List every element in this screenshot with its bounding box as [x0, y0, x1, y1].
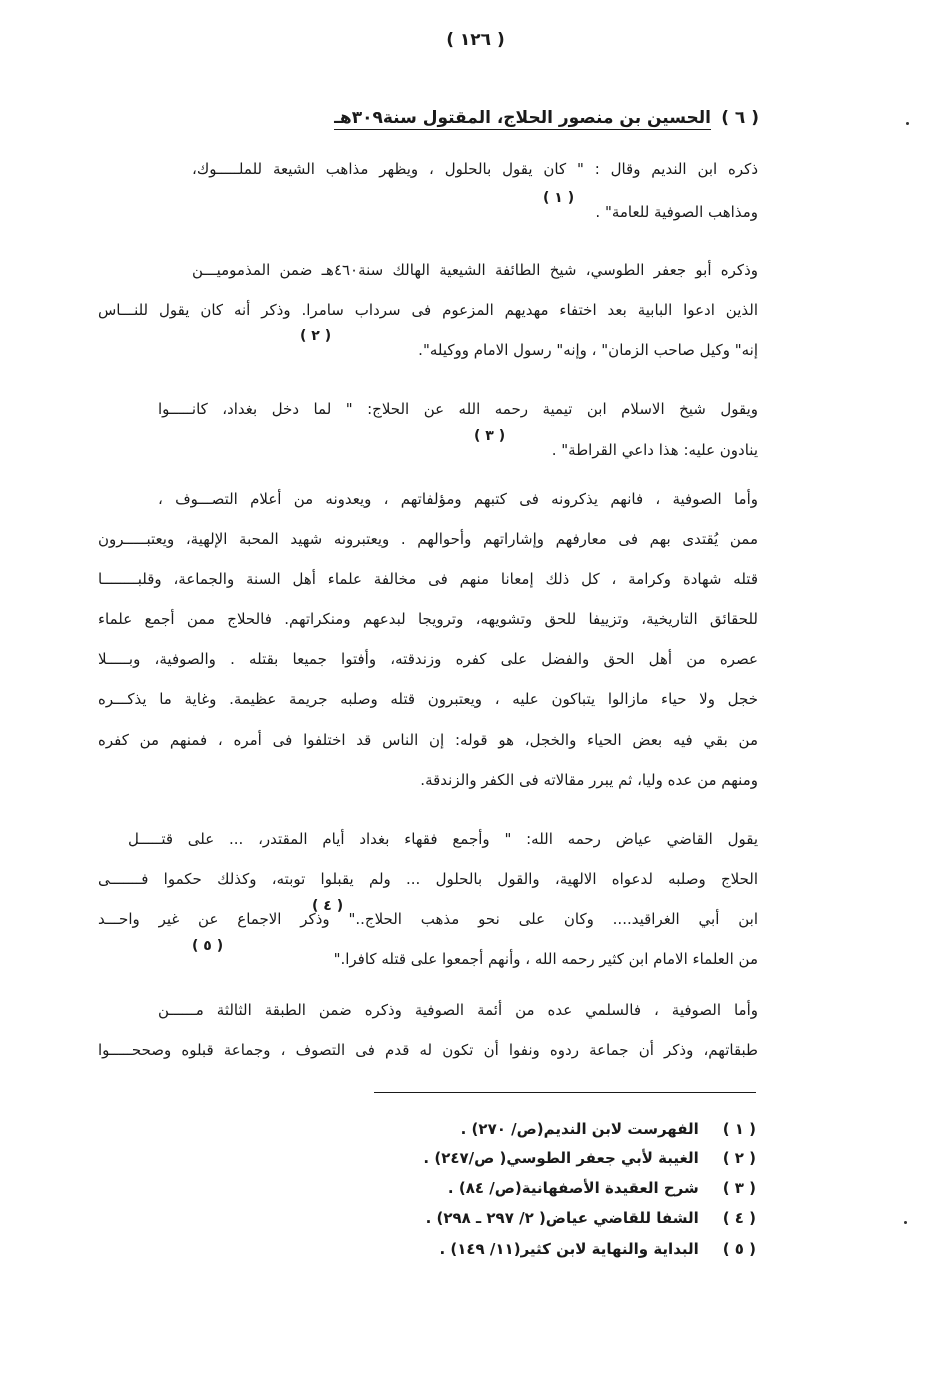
scan-speck	[906, 122, 909, 125]
paragraph-line: ينادون عليه: هذا داعي القراطة" .	[551, 441, 758, 459]
footnote	[376, 1120, 756, 1138]
paragraph-line: ويقول شيخ الاسلام ابن تيمية رحمه الله عن الحلاج: " لما دخل بغداد، كانـــــوا	[158, 400, 758, 418]
footnote-text: الفهرست لابن النديم(ص/ ٢٧٠) .	[460, 1120, 699, 1138]
paragraph-line: وأما الصوفية ، فانهم يذكرونه فى كتبهم ومؤلفاتهم ، ويعدونه من أعلام التصـــوف ،	[158, 490, 758, 508]
footnote	[376, 1149, 756, 1167]
paragraph-line: عصره من أهل الحق والفضل على كفره وزندقته، وأفتوا جميعا بقتله . والصوفية، وبـــــلا	[98, 650, 758, 668]
paragraph-line: ابن أبي الغراقيد.... وكان على نحو مذهب الحلاج.." وذكر الاجماع عن غير واحـــد	[98, 910, 758, 928]
footnote-separator	[374, 1092, 756, 1093]
paragraph-line: ومنهم من عده وليا، ثم يبرر مقالاته فى الكفر والزندقة.	[420, 771, 758, 789]
footnote-text: البداية والنهاية لابن كثير(١١/ ١٤٩) .	[439, 1240, 699, 1258]
page-number: ( ١٢٦ )	[446, 30, 505, 50]
footnote	[376, 1240, 756, 1258]
paragraph-line: قتله شهادة وكرامة ، كل ذلك إمعانا منهم فى مخالفة علماء أهل السنة والجماعة، وقلبــــــــا	[98, 570, 758, 588]
footnote-ref: ( ٥ )	[192, 938, 224, 954]
footnote-ref: ( ١ )	[543, 190, 575, 206]
entry-heading-text: الحسين بن منصور الحلاج، المقتول سنة٣٠٩هـ	[334, 108, 711, 128]
footnote-number: ( ١ )	[722, 1120, 756, 1138]
paragraph-line: ومذاهب الصوفية للعامة" .	[595, 203, 758, 221]
footnote-number: ( ٤ )	[722, 1209, 756, 1227]
entry-number: ( ٦ )	[721, 108, 759, 128]
paragraph-line: ذكره ابن النديم وقال : " كان يقول بالحلول ، ويظهر مذاهب الشيعة للملـــــوك،	[192, 160, 758, 178]
paragraph-line: يقول القاضي عياض رحمه الله: " وأجمع فقهاء بغداد أيام المقتدر، ... على قتـــــل	[128, 830, 758, 848]
footnote-text: الغيبة لأبي جعفر الطوسي( ص/٢٤٧) .	[423, 1149, 699, 1167]
paragraph-line: إنه" وكيل صاحب الزمان" ، وإنه" رسول الامام ووكيله".	[418, 341, 758, 359]
paragraph-line: وذكره أبو جعفر الطوسي، شيخ الطائفة الشيعية الهالك سنة٤٦٠هـ ضمن المذموميـــن	[192, 261, 758, 279]
paragraph-line: من العلماء الامام ابن كثير رحمه الله ، وأنهم أجمعوا على قتله كافرا."	[333, 950, 758, 968]
footnote-number: ( ٢ )	[722, 1149, 756, 1167]
footnote-ref: ( ٢ )	[300, 328, 332, 344]
footnote-ref: ( ٤ )	[312, 898, 344, 914]
footnote	[376, 1209, 756, 1227]
entry-heading	[291, 108, 711, 128]
footnote-ref: ( ٣ )	[474, 428, 506, 444]
scan-speck	[904, 1221, 907, 1224]
footnote-text: شرح العقيدة الأصفهانية(ص/ ٨٤) .	[447, 1179, 699, 1197]
footnote-number: ( ٥ )	[722, 1240, 756, 1258]
paragraph-line: وأما الصوفية ، فالسلمي عده من أئمة الصوفية وذكره ضمن الطبقة الثالثة مــــــن	[158, 1001, 758, 1019]
footnote-number: ( ٣ )	[722, 1179, 756, 1197]
paragraph-line: للحقائق التاريخية، وتزييفا للحق وتشويهه، وترويجا لبدعهم ومنكراتهم. فالحلاج ممن أجمع علماء	[98, 610, 758, 628]
paragraph-line: خجل ولا حياء مازالوا يتباكون عليه ، ويعتبرون قتله وصلبه جريمة عظيمة. وغاية ما يذكـــره	[98, 690, 758, 708]
paragraph-line: من بقي فيه بعض الحياء والخجل، هو قوله: إن الناس قد اختلفوا فى أمره ، فمنهم من كفره	[98, 731, 758, 749]
paragraph-line: ممن يُقتدى بهم فى معارفهم وإشاراتهم وأحوالهم . ويعتبرونه شهيد المحبة الإلهية، ويعتبـــــرون	[98, 530, 758, 548]
footnote	[376, 1179, 756, 1197]
paragraph-line: الذين ادعوا البابية بعد اختفاء مهديهم المزعوم فى سرداب سامرا. وذكر أنه كان يقول للنـــاس	[98, 301, 758, 319]
paragraph-line: طبقاتهم، وذكر أن جماعة ردوه ونفوا أن تكون له قدم فى التصوف ، وجماعة قبلوه وصححـــــوا	[98, 1041, 758, 1059]
footnote-text: الشفا للقاضي عياض( ٢/ ٢٩٧ ـ ٢٩٨) .	[425, 1209, 699, 1227]
paragraph-line: الحلاج وصلبه لدعواه الالهية، والقول بالحلول ... ولم يقبلوا توبته، وكذلك حكموا فـــــــى	[98, 870, 758, 888]
